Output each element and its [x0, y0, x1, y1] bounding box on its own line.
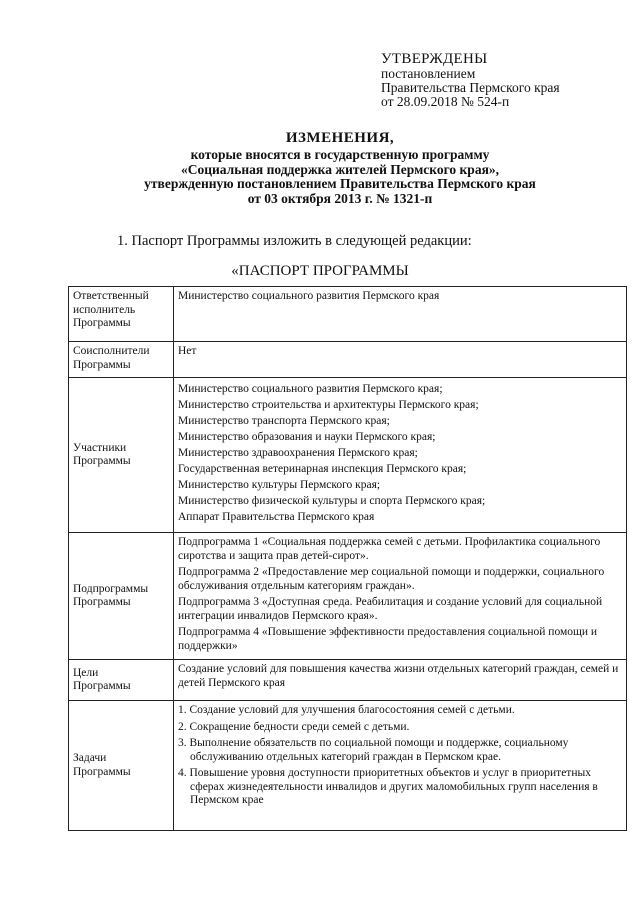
label-line: Подпрограммы [73, 582, 149, 595]
list-item: Подпрограмма 3 «Доступная среда. Реабилитация и создание условий для социальной интеграции инвалидов Пермского края». [178, 596, 603, 622]
list-item: Министерство культуры Пермского края; [178, 479, 381, 491]
title-line-1: которые вносятся в государственную программу [190, 147, 490, 162]
row-label [69, 533, 174, 660]
list-item: Министерство здравоохранения Пермского края; [178, 447, 418, 459]
list-item: Министерство физической культуры и спорта Пермского края; [178, 495, 486, 507]
list-item: 3. Выполнение обязательств по социальной помощи и поддержке, социальному обслуживанию отдельных категорий граждан в Пермском крае. [178, 737, 569, 763]
row-label [69, 660, 174, 701]
list-item: Аппарат Правительства Пермского края [178, 511, 375, 523]
list-item: Министерство социального развития Пермского края; [178, 383, 443, 395]
passport-table [68, 286, 627, 831]
list-item: Подпрограмма 4 «Повышение эффективности предоставления социальной помощи и поддержки» [178, 626, 598, 652]
title-line-3: утвержденную постановлением Правительства Пермского края [144, 176, 536, 191]
passport-title: «ПАСПОРТ ПРОГРАММЫ [231, 263, 409, 279]
approved-word: УТВЕРЖДЕНЫ [381, 51, 488, 67]
label-line: Программы [73, 455, 131, 467]
list-item: Министерство образования и науки Пермского края; [178, 431, 436, 443]
point-1: 1. Паспорт Программы изложить в следующей редакции: [117, 233, 472, 249]
label-line: Программы [73, 358, 131, 371]
list-item: Министерство строительства и архитектуры Пермского края; [178, 399, 479, 411]
row-label [69, 378, 174, 533]
label-line: Задачи [73, 752, 107, 764]
row-value [174, 378, 627, 533]
row-value: Создание условий для повышения качества жизни отдельных категорий граждан, семей и детей Пермского края [174, 660, 627, 701]
label-line: Программы [73, 317, 131, 329]
title-heading: ИЗМЕНЕНИЯ, [285, 130, 395, 146]
label-line: Цели [73, 666, 99, 679]
label-line: Программы [73, 596, 131, 608]
row-value [174, 701, 627, 831]
row-label [69, 701, 174, 831]
row-label [69, 342, 174, 378]
row-value: Министерство социального развития Пермского края [174, 287, 627, 342]
approved-line-2: Правительства Пермского края [381, 80, 560, 95]
list-item: 1. Создание условий для улучшения благосостояния семей с детьми. [178, 704, 515, 716]
table-row [69, 378, 627, 533]
table-row [69, 701, 627, 831]
document-title [60, 130, 620, 206]
row-label [69, 287, 174, 342]
list-item: 2. Сокращение бедности среди семей с детьми. [178, 720, 410, 733]
label-line: Соисполнители [73, 345, 150, 357]
list-item: Государственная ветеринарная инспекция Пермского края; [178, 463, 467, 475]
approved-line-3: от 28.09.2018 № 524-п [381, 94, 510, 109]
table-row [69, 660, 627, 701]
title-line-2: «Социальная поддержка жителей Пермского края», [180, 161, 499, 177]
approval-stamp [381, 52, 631, 109]
approved-line-1: постановлением [381, 66, 476, 81]
list-item: 4. Повышение уровня доступности приоритетных объектов и услуг в приоритетных сферах жизнедеятельности инвалидов и других маломобильных групп населения в Пермском крае [178, 767, 598, 806]
label-line: Участники [73, 441, 127, 454]
label-line: Программы [73, 680, 131, 692]
table-row [69, 287, 627, 342]
list-item: Подпрограмма 1 «Социальная поддержка семей с детьми. Профилактика социального сиротства и защита прав детей-сирот». [178, 536, 601, 562]
table-row [69, 533, 627, 660]
list-item: Министерство транспорта Пермского края; [178, 415, 390, 427]
title-line-4: от 03 октября 2013 г. № 1321-п [247, 190, 433, 206]
list-item: Подпрограмма 2 «Предоставление мер социальной помощи и поддержки, социального обслуживания отдельным категориям граждан». [178, 566, 605, 592]
label-line: исполнитель [73, 303, 136, 316]
label-line: Программы [73, 765, 131, 778]
row-value: Нет [174, 342, 627, 378]
table-row [69, 342, 627, 378]
label-line: Ответственный [73, 290, 149, 302]
row-value [174, 533, 627, 660]
